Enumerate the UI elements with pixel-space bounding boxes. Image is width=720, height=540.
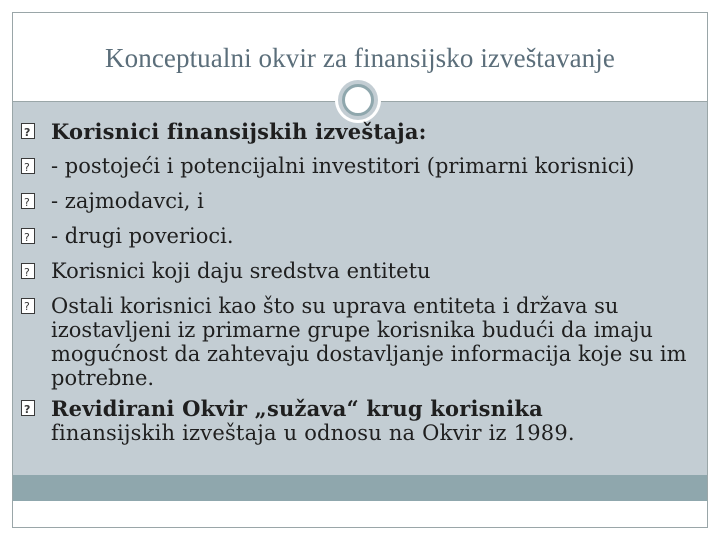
- bullet-text: - zajmodavci, i: [51, 189, 204, 213]
- bullet-item: [17, 189, 701, 214]
- bullet-icon: [21, 263, 35, 279]
- bullet-icon: [21, 123, 35, 139]
- footer-band: [13, 475, 707, 501]
- bullet-text: - postojeći i potencijalni investitori (primarni korisnici): [51, 154, 635, 178]
- bullet-icon: [21, 298, 35, 314]
- slide-title: Konceptualni okvir za finansijsko izveštavanje: [105, 43, 615, 73]
- bullet-text: - drugi poverioci.: [51, 224, 234, 248]
- bullet-list: [17, 119, 701, 456]
- bullet-text: Ostali korisnici kao što su uprava entiteta i država su izostavljeni iz primarne grupe korisnika budući da imaju mogućnost da zahtevaju dostavljanje informacija koje su im potrebne.: [51, 294, 687, 390]
- bullet-icon: [21, 228, 35, 244]
- bullet-item: [17, 294, 701, 390]
- ring-icon: [338, 80, 378, 120]
- bullet-item: [17, 396, 701, 446]
- bullet-item: [17, 259, 701, 284]
- bullet-item: [17, 224, 701, 249]
- bullet-icon: [21, 400, 35, 416]
- bullet-item: [17, 154, 701, 179]
- bullet-item: [17, 119, 701, 144]
- bullet-text: Korisnici koji daju sredstva entitetu: [51, 259, 431, 283]
- slide: [12, 12, 708, 528]
- bullet-icon: [21, 158, 35, 174]
- bullet-text-continuation: finansijskih izveštaja u odnosu na Okvir iz 1989.: [51, 421, 575, 445]
- bullet-icon: [21, 193, 35, 209]
- bullet-text: Korisnici finansijskih izveštaja:: [51, 119, 427, 144]
- bullet-text-bold: Revidirani Okvir „sužava“ krug korisnika: [51, 396, 543, 421]
